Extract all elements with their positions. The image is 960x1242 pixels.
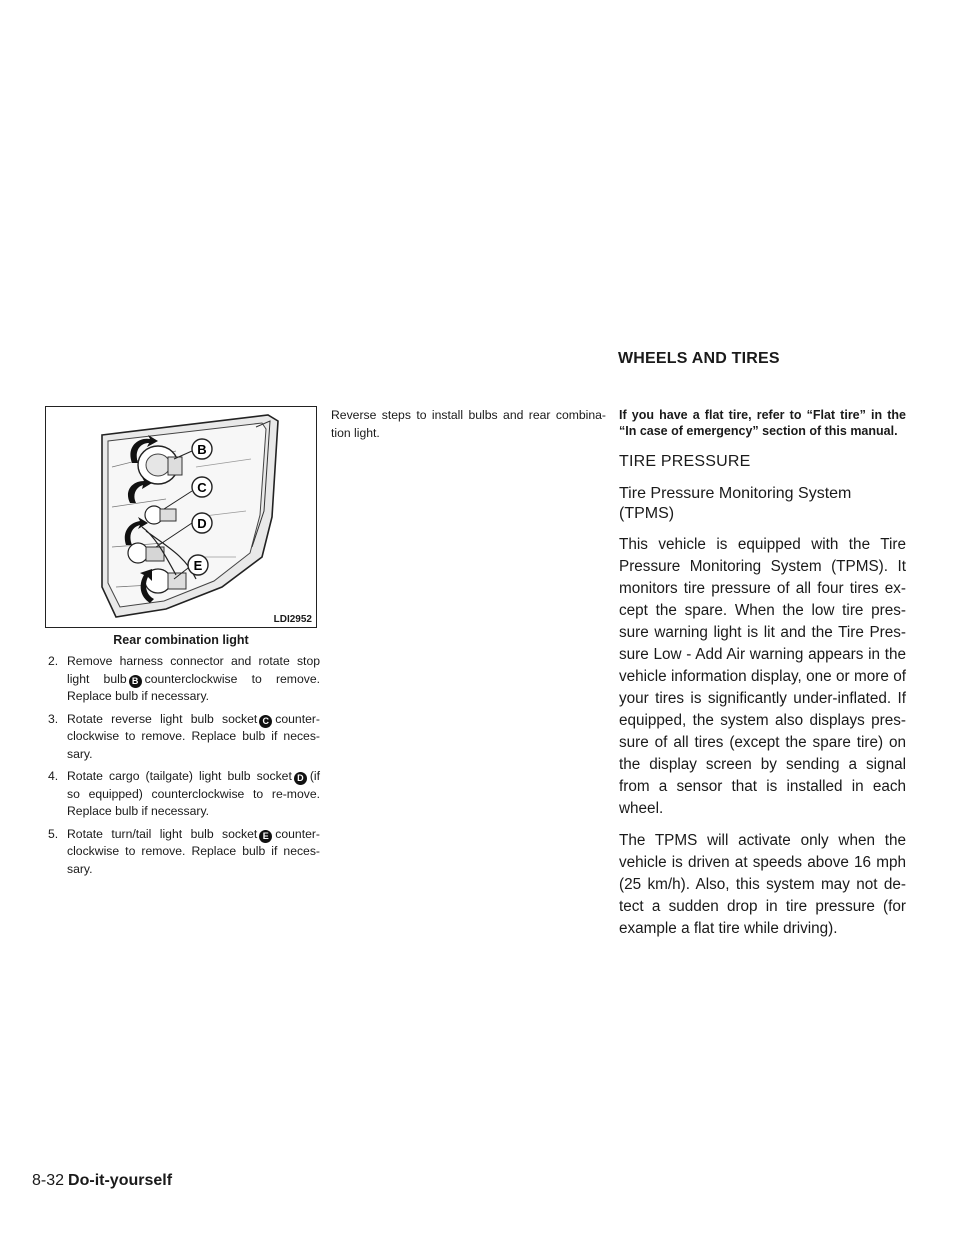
install-note: Reverse steps to install bulbs and rear combina-tion light. xyxy=(331,408,606,440)
svg-text:D: D xyxy=(197,516,207,531)
marker-b-icon: B xyxy=(129,675,142,688)
step-item: 4. Rotate cargo (tailgate) light bulb socket D (if so equipped) counterclockwise to re-move. Replace bulb if necessary. xyxy=(48,769,320,818)
figure-code: LDI2952 xyxy=(273,614,312,625)
rear-light-illustration xyxy=(46,407,316,627)
step-item: 3. Rotate reverse light bulb socket C counter-clockwise to remove. Replace bulb if neces-sary. xyxy=(48,711,320,761)
label-d xyxy=(192,513,212,533)
tire-pressure-section xyxy=(619,407,906,940)
figure-caption: Rear combination light xyxy=(113,633,249,647)
marker-c-icon: C xyxy=(259,715,272,728)
step-item: 5. Rotate turn/tail light bulb socket E counter-clockwise to remove. Replace bulb if neces-sary. xyxy=(48,826,320,876)
section-title: WHEELS AND TIRES xyxy=(618,350,780,367)
chapter-name: Do-it-yourself xyxy=(68,1172,173,1189)
svg-text:E: E xyxy=(193,558,203,573)
tpms-paragraph-1: This vehicle is equipped with the Tire Pressure Monitoring System (TPMS). It monitors tire pressure of all four tires ex-cept the spare. When the low tire pres-sure warning light is lit and the Tire Pres-sure Low - Add Air warning appears in the vehicle information display, one or more of your tires is significantly under-inflated. If equipped, the system also displays pres-sure of all tires (except the spare tire) on the display screen by sending a signal from a sensor that is installed in each wheel. xyxy=(619,536,906,817)
tpms-paragraph-2: The TPMS will activate only when the vehicle is driven at speeds above 16 mph (25 km/h). Also, this system may not de-tect a sudden drop in tire pressure (for example a flat tire while driving). xyxy=(619,832,906,937)
label-b xyxy=(192,439,212,459)
flat-tire-note: If you have a flat tire, refer to “Flat tire” in the “In case of emergency” section of this manual. xyxy=(619,408,906,438)
page-number: 8-32 xyxy=(32,1172,65,1189)
label-e xyxy=(188,555,208,575)
svg-text:C: C xyxy=(197,480,207,495)
marker-d-icon: D xyxy=(294,772,307,785)
step-item: 2. Remove harness connector and rotate stop light bulb B counterclockwise to remove. Replace bulb if necessary. xyxy=(48,654,320,703)
rear-combination-light-figure xyxy=(45,406,317,628)
svg-text:B: B xyxy=(197,442,207,457)
steps-list xyxy=(48,653,320,883)
tpms-subheading: Tire Pressure Monitoring System (TPMS) xyxy=(619,485,852,522)
label-c xyxy=(192,477,212,497)
socket-c xyxy=(145,506,176,524)
marker-e-icon: E xyxy=(259,830,272,843)
tire-pressure-heading: TIRE PRESSURE xyxy=(619,453,751,470)
page-footer xyxy=(32,1172,172,1190)
